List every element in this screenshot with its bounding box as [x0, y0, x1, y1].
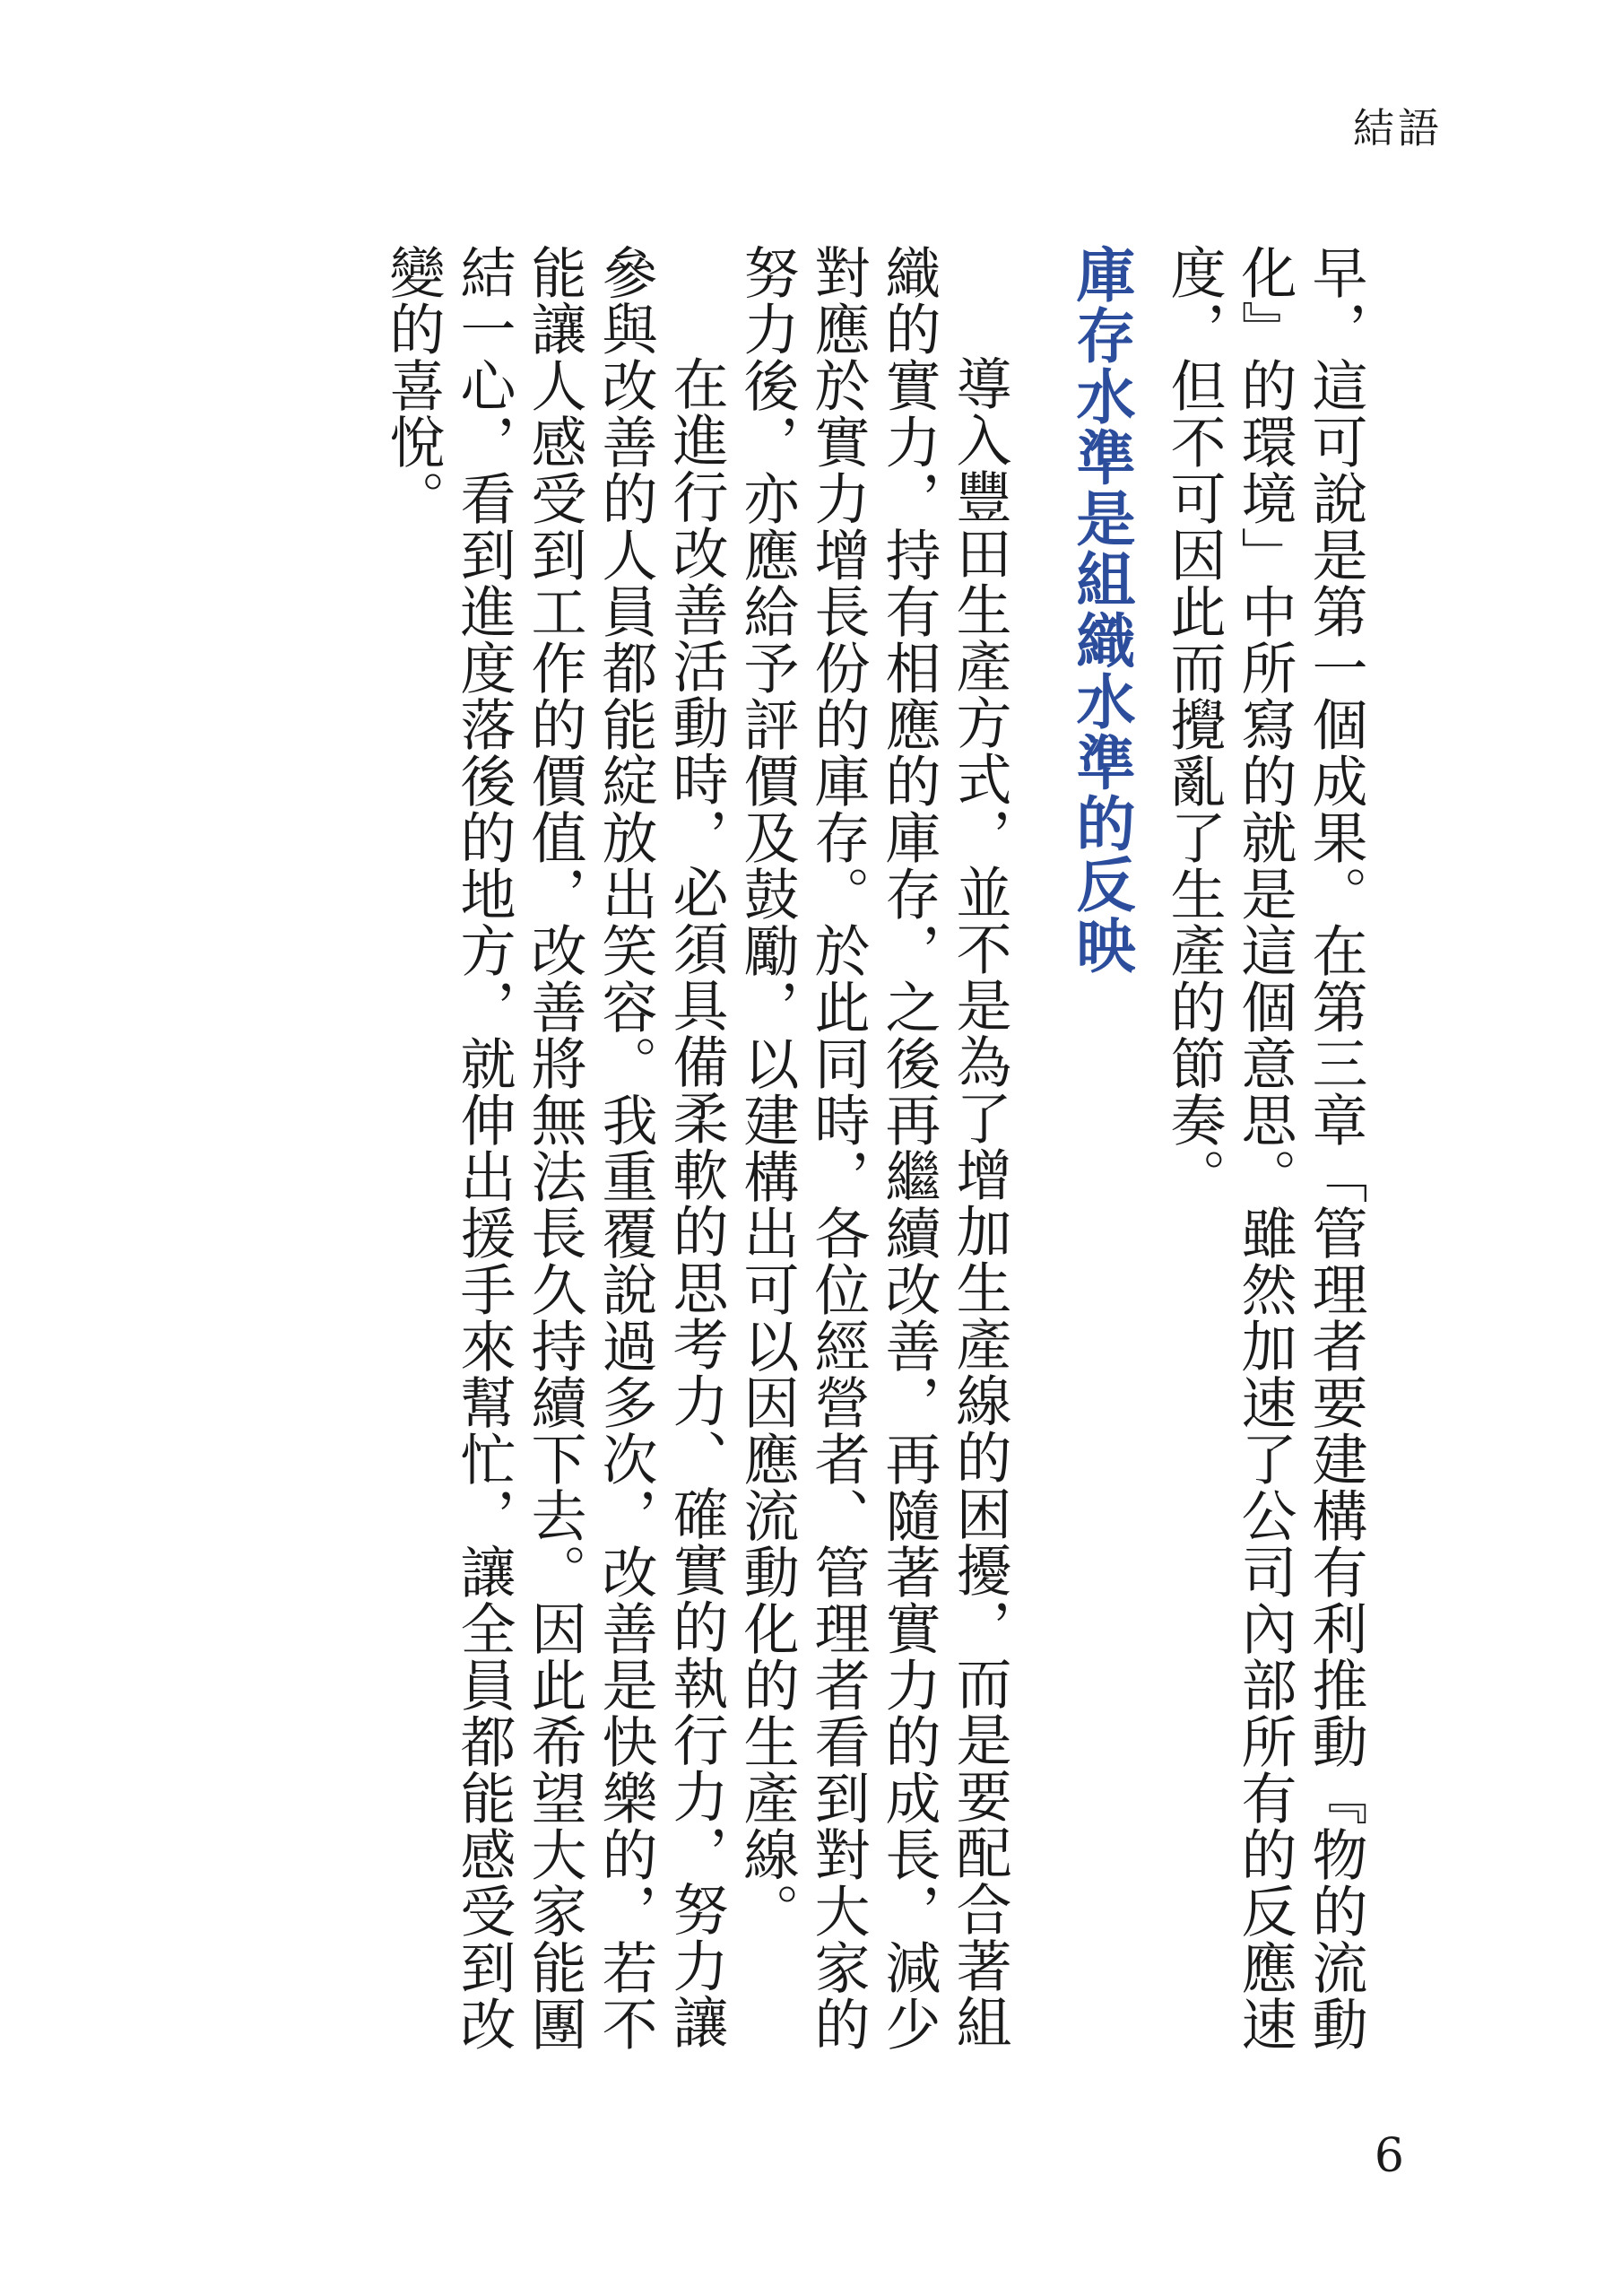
body-text [377, 244, 1371, 2092]
running-head: 結語 [1353, 104, 1443, 152]
paragraph-continued: 早，這可說是第一個成果。在第三章「管理者要建構有利推動『物的流動化』的環境」中所寫的就是這個意思。雖然加速了公司內部所有的反應速度，但不可因此而攪亂了生產的節奏。 [1161, 244, 1368, 2052]
page-number: 6 [1374, 2129, 1404, 2183]
section-heading: 庫存水準是組織水準的反映 [1066, 244, 1136, 976]
paragraph: 導入豐田生產方式，並不是為了增加生產線的困擾，而是要配合著組織的實力，持有相應的庫存，之後再繼續改善，再隨著實力的成長，減少對應於實力增長份的庫存。於此同時，各位經營者、管理者看到對大家的努力後，亦應給予評價及鼓勵，以建構出可以因應流動化的生產線。 [734, 244, 1012, 2052]
paragraph: 在進行改善活動時，必須具備柔軟的思考力、確實的執行力，努力讓參與改善的人員都能綻放出笑容。我重覆說過多次，改善是快樂的，若不能讓人感受到工作的價值，改善將無法長久持續下去。因此希望大家能團結一心，看到進度落後的地方，就伸出援手來幫忙，讓全員都能感受到改變的喜悅。 [380, 244, 729, 2052]
